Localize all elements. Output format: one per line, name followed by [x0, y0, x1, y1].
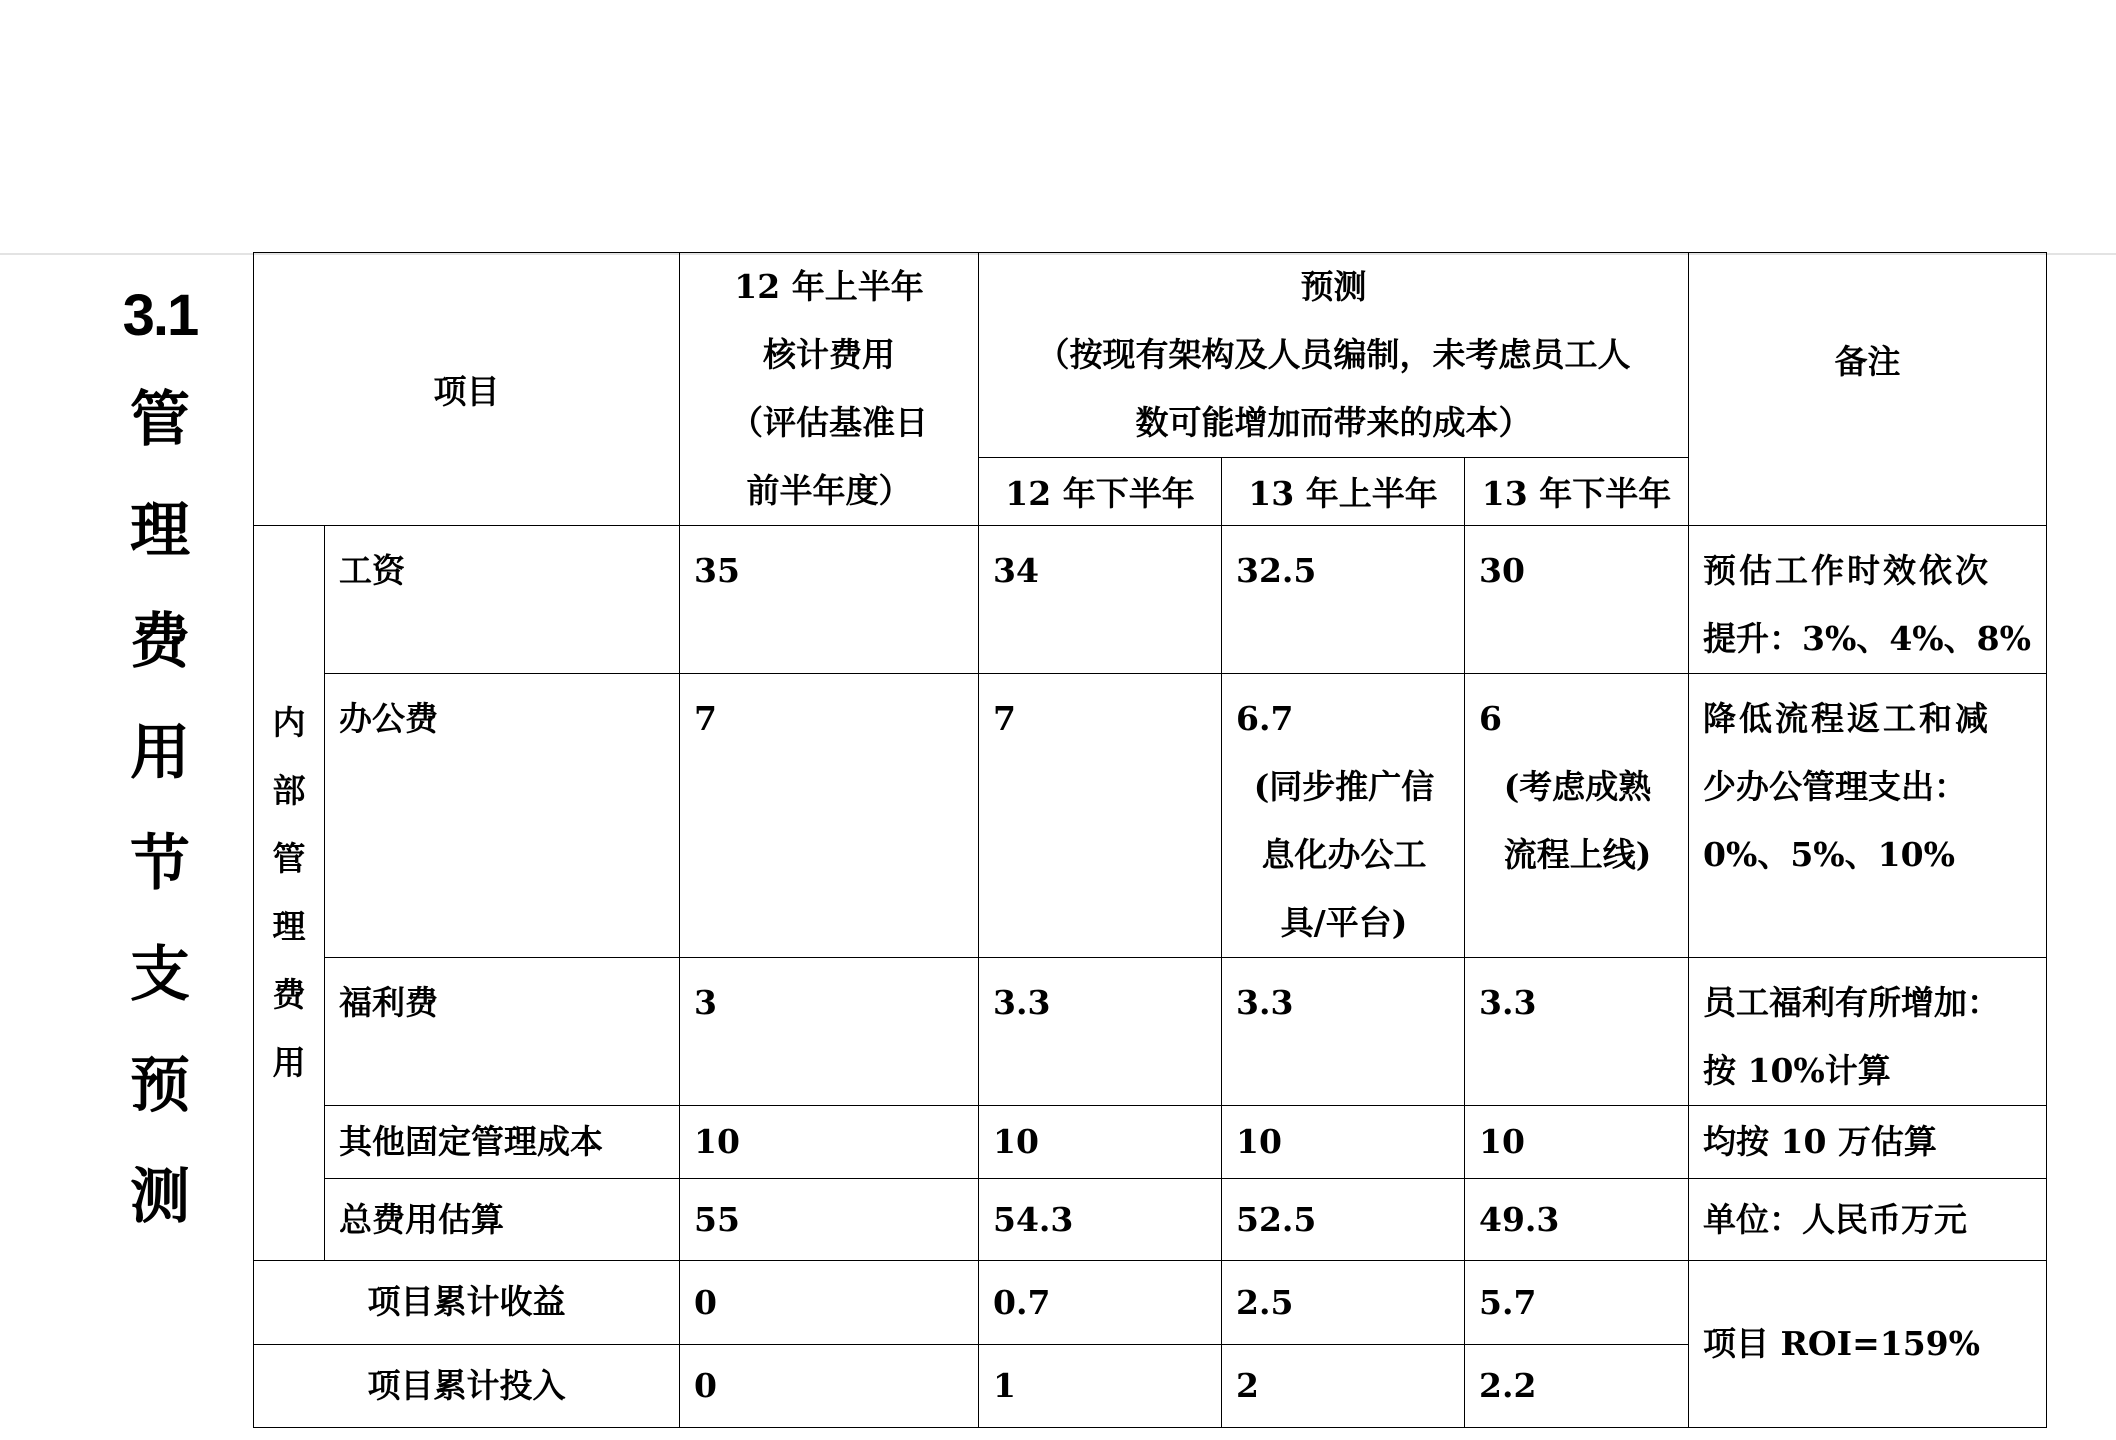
- cell-base: 7: [680, 674, 979, 958]
- row-item: 其他固定管理成本: [325, 1106, 680, 1179]
- section-number: 3.1: [122, 283, 198, 348]
- row-item: 项目累计收益: [254, 1261, 680, 1345]
- group-label-char: 部: [272, 771, 306, 810]
- cell-h1-13: 32.5: [1222, 526, 1465, 674]
- table-row: [254, 526, 2047, 674]
- slide-title: [110, 282, 210, 1266]
- row-item: 工资: [325, 526, 680, 674]
- note-line: 员工福利有所增加：: [1703, 983, 2001, 1022]
- cell-annotation: 流程上线): [1503, 835, 1652, 874]
- cell-h1-13: [1222, 674, 1465, 958]
- cell-base: 0: [680, 1345, 979, 1428]
- header-item-label: 项目: [433, 371, 500, 411]
- cell-h2-13: 49.3: [1465, 1179, 1689, 1261]
- cell-h1-13: 10: [1222, 1106, 1465, 1179]
- cell-note: [1689, 526, 2047, 674]
- note-line: 提升：3%、4%、8%: [1703, 619, 2031, 658]
- cell-h2-13: [1465, 674, 1689, 958]
- title-char: 预: [130, 1051, 190, 1121]
- row-item: 办公费: [325, 674, 680, 958]
- title-char: 费: [130, 607, 190, 677]
- group-label-char: 内: [272, 703, 306, 742]
- cell-h2-12: 3.3: [979, 958, 1222, 1106]
- cell-h2-13: 30: [1465, 526, 1689, 674]
- cell-h2-13: 3.3: [1465, 958, 1689, 1106]
- budget-table: [253, 252, 2047, 1428]
- header-base-line: 核计费用: [763, 335, 895, 374]
- cell-h2-13: 10: [1465, 1106, 1689, 1179]
- header-period-h2-12: 12 年下半年: [979, 458, 1222, 526]
- cell-base: 3: [680, 958, 979, 1106]
- title-char: 用: [130, 718, 190, 788]
- cell-note: [1689, 1179, 2047, 1261]
- title-char: 管: [130, 385, 190, 455]
- cell-h1-13: 2: [1222, 1345, 1465, 1428]
- cell-h2-12: 0.7: [979, 1261, 1222, 1345]
- cell-base: 35: [680, 526, 979, 674]
- group-label-char: 用: [272, 1043, 306, 1082]
- cell-base: 0: [680, 1261, 979, 1345]
- cell-value: 6: [1479, 699, 1502, 738]
- cell-annotation: 具/平台): [1280, 903, 1408, 942]
- cell-h2-12: 10: [979, 1106, 1222, 1179]
- note-line: 均按 10 万估算: [1703, 1122, 1937, 1161]
- cell-h2-12: 7: [979, 674, 1222, 958]
- note-line: 降低流程返工和减: [1703, 699, 1992, 738]
- group-label-char: 管: [272, 839, 306, 878]
- note-line: 预估工作时效依次: [1703, 551, 1992, 590]
- note-line: 少办公管理支出：: [1703, 767, 1968, 806]
- header-forecast: [979, 253, 1689, 458]
- table-row: [254, 674, 2047, 958]
- cell-note: [1689, 1106, 2047, 1179]
- header-forecast-line: 数可能增加而带来的成本）: [1135, 403, 1532, 442]
- header-base-period: [680, 253, 979, 526]
- note-line: 按 10%计算: [1703, 1051, 1891, 1090]
- header-base-line: （评估基准日: [730, 403, 928, 442]
- title-char: 理: [130, 496, 190, 566]
- header-period-h2-13: 13 年下半年: [1465, 458, 1689, 526]
- cell-h2-13: 2.2: [1465, 1345, 1689, 1428]
- cell-h2-13: 5.7: [1465, 1261, 1689, 1345]
- row-item: 福利费: [325, 958, 680, 1106]
- header-note: [1689, 253, 2047, 526]
- group-label-char: 理: [272, 907, 306, 946]
- cell-note: [1689, 958, 2047, 1106]
- note-line: 单位：人民币万元: [1703, 1199, 1968, 1239]
- cell-annotation: 息化办公工: [1261, 835, 1427, 874]
- roi-note: 项目 ROI=159%: [1689, 1261, 2047, 1428]
- cell-h2-12: 34: [979, 526, 1222, 674]
- cell-annotation: (考虑成熟: [1503, 767, 1652, 806]
- cell-annotation: (同步推广信: [1253, 767, 1435, 806]
- header-note-label: 备注: [1834, 341, 1901, 381]
- cell-h1-13: 2.5: [1222, 1261, 1465, 1345]
- table-row: [254, 1106, 2047, 1179]
- header-period-h1-13: 13 年上半年: [1222, 458, 1465, 526]
- row-item: 项目累计投入: [254, 1345, 680, 1428]
- cell-base: 10: [680, 1106, 979, 1179]
- header-item: [254, 253, 680, 526]
- row-item: 总费用估算: [325, 1179, 680, 1261]
- title-char: 测: [130, 1162, 190, 1232]
- header-base-line: 前半年度）: [746, 471, 912, 510]
- cell-h1-13: 52.5: [1222, 1179, 1465, 1261]
- cell-base: 55: [680, 1179, 979, 1261]
- table-row: [254, 958, 2047, 1106]
- cell-h1-13: 3.3: [1222, 958, 1465, 1106]
- header-forecast-line: （按现有架构及人员编制，未考虑员工人: [1036, 335, 1631, 374]
- group-label-internal-admin: [254, 526, 325, 1261]
- cell-value: 6.7: [1236, 699, 1294, 738]
- cell-h2-12: 1: [979, 1345, 1222, 1428]
- title-char: 支: [130, 940, 190, 1010]
- title-char: 节: [130, 829, 190, 899]
- table-row: [254, 1261, 2047, 1345]
- header-forecast-line: 预测: [1300, 267, 1367, 306]
- cell-note: [1689, 674, 2047, 958]
- table-row: [254, 1179, 2047, 1261]
- header-base-line: 12 年上半年: [734, 267, 924, 306]
- group-label-char: 费: [272, 975, 306, 1014]
- note-line: 0%、5%、10%: [1703, 835, 1955, 874]
- cell-h2-12: 54.3: [979, 1179, 1222, 1261]
